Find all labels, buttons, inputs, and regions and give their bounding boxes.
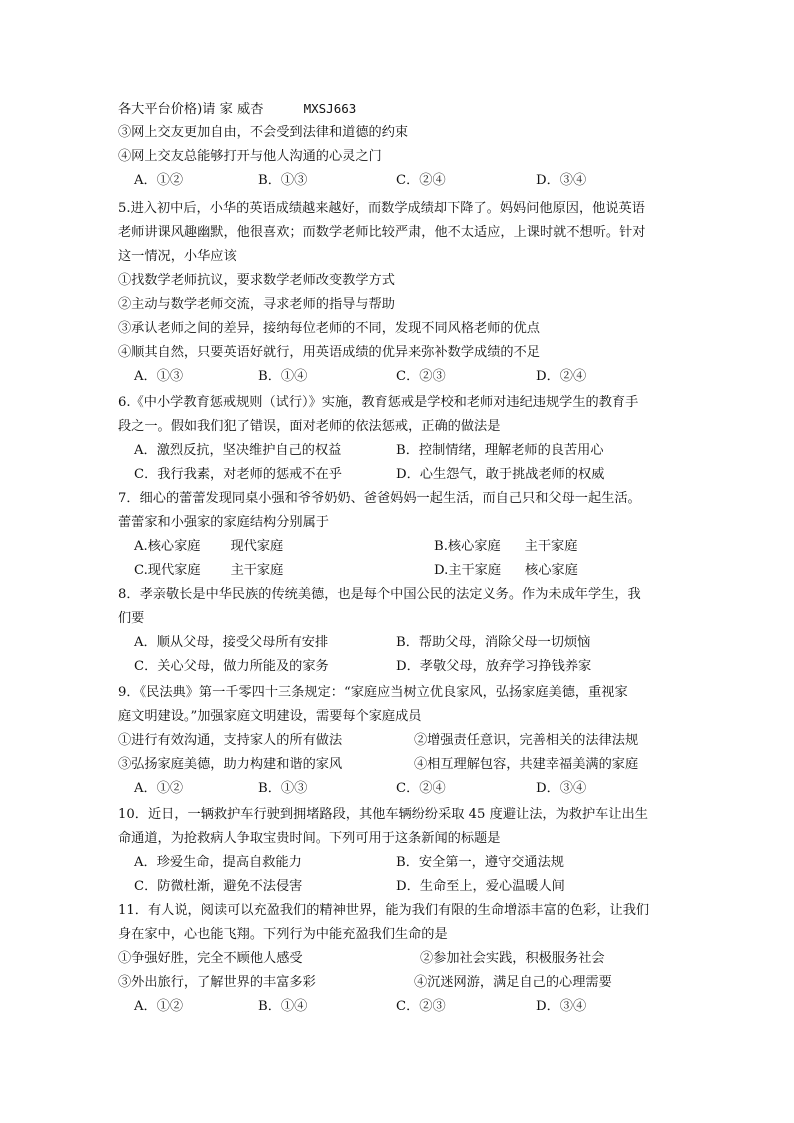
q9-option-d[interactable]: D．③④ <box>536 781 587 796</box>
q5-stem-line-1: 5.进入初中后，小华的英语成绩越来越好，而数学成绩却下降了。妈妈问他原因，他说英语 <box>118 201 645 216</box>
q7-option-b-label: B.核心家庭 <box>434 539 501 554</box>
q4-statement-3: ③网上交友更加自由，不会受到法律和道德的约束 <box>118 125 409 140</box>
q5-option-a[interactable]: A．①③ <box>134 369 184 384</box>
q8-option-a[interactable]: A．顺从父母，接受父母所有安排 <box>134 635 329 650</box>
q9-statement-4: ④相互理解包容，共建幸福美满的家庭 <box>414 757 639 772</box>
q4-option-b[interactable]: B．①③ <box>258 173 308 188</box>
q10-option-b[interactable]: B．安全第一，遵守交通法规 <box>396 855 564 870</box>
q7-option-c-label: C.现代家庭 <box>134 563 201 578</box>
q7-option-c[interactable] <box>134 559 283 583</box>
q4-option-c[interactable]: C．②④ <box>396 173 446 188</box>
q9-option-b[interactable]: B．①③ <box>258 781 308 796</box>
q5-statement-3: ③承认老师之间的差异，接纳每位老师的不同，发现不同风格老师的优点 <box>118 321 540 336</box>
q9-statement-3: ③弘扬家庭美德，助力构建和谐的家风 <box>118 757 343 772</box>
q6-option-b[interactable]: B．控制情绪，理解老师的良苦用心 <box>396 443 604 458</box>
q5-option-d[interactable]: D．②④ <box>536 369 587 384</box>
q7-stem-line-1: 7．细心的蕾蕾发现同桌小强和爷爷奶奶、爸爸妈妈一起生活，而自己只和父母一起生活。 <box>118 491 641 506</box>
q7-option-a[interactable] <box>134 535 283 559</box>
q6-option-c[interactable]: C．我行我素，对老师的惩戒不在乎 <box>134 467 342 482</box>
q8-option-c[interactable]: C．关心父母，做力所能及的家务 <box>134 659 329 674</box>
q11-option-b[interactable]: B．①④ <box>258 999 308 1014</box>
q5-statement-4: ④顺其自然，只要英语好就行，用英语成绩的优异来弥补数学成绩的不足 <box>118 345 540 360</box>
q11-statement-2: ②参加社会实践，积极服务社会 <box>420 951 605 966</box>
q10-stem-line-1: 10．近日，一辆救护车行驶到拥堵路段，其他车辆纷纷采取 45 度避让法，为救护车让出生 <box>118 807 648 822</box>
q4-option-d[interactable]: D．③④ <box>536 173 587 188</box>
q9-option-a[interactable]: A．①② <box>134 781 184 796</box>
q9-stem-line-1: 9．《民法典》第一千零四十三条规定：“家庭应当树立优良家风，弘扬家庭美德，重视家 <box>118 685 628 700</box>
q7-option-d-value: 核心家庭 <box>525 563 578 578</box>
q6-stem-line-1: 6.《中小学教育惩戒规则（试行）》实施，教育惩戒是学校和老师对违纪违规学生的教育手 <box>118 395 639 410</box>
q11-statement-1: ①争强好胜，完全不顾他人感受 <box>118 951 303 966</box>
q9-option-c[interactable]: C．②④ <box>396 781 446 796</box>
header-text: 各大平台价格)请 家 威杏 <box>118 102 264 117</box>
q7-option-b-value: 主干家庭 <box>524 539 578 554</box>
q7-option-d[interactable] <box>434 559 578 583</box>
q7-option-b[interactable] <box>434 535 577 559</box>
q8-option-b[interactable]: B．帮助父母，消除父母一切烦恼 <box>396 635 591 650</box>
q10-option-a[interactable]: A．珍爱生命，提高自救能力 <box>134 855 302 870</box>
q11-statement-3: ③外出旅行，了解世界的丰富多彩 <box>118 975 316 990</box>
q10-stem-line-2: 命通道，为抢救病人争取宝贵时间。下列可用于这条新闻的标题是 <box>118 831 501 846</box>
q5-statement-2: ②主动与数学老师交流，寻求老师的指导与帮助 <box>118 297 395 312</box>
q10-option-d[interactable]: D．生命至上，爱心温暖人间 <box>396 879 565 894</box>
q11-stem-line-1: 11．有人说，阅读可以充盈我们的精神世界，能为我们有限的生命增添丰富的色彩，让我们 <box>118 903 650 918</box>
q4-statement-4: ④网上交友总能够打开与他人沟通的心灵之门 <box>118 149 382 164</box>
q5-stem-line-3: 这一情况，小华应该 <box>118 249 237 264</box>
q7-option-d-label: D.主干家庭 <box>434 563 502 578</box>
q6-stem-line-2: 段之一。假如我们犯了错误，面对老师的依法惩戒，正确的做法是 <box>118 419 501 434</box>
q8-option-d[interactable]: D．孝敬父母，放弃学习挣钱养家 <box>396 659 592 674</box>
header-code: MXSJ663 <box>303 101 357 116</box>
q9-statement-2: ②增强责任意识，完善相关的法律法规 <box>414 733 639 748</box>
q7-option-a-value: 现代家庭 <box>230 539 284 554</box>
q11-option-c[interactable]: C．②③ <box>396 999 446 1014</box>
q5-option-c[interactable]: C．②③ <box>396 369 446 384</box>
q11-option-a[interactable]: A．①② <box>134 999 184 1014</box>
q11-statement-4: ④沉迷网游，满足自己的心理需要 <box>414 975 612 990</box>
header-line <box>118 97 356 121</box>
q7-option-a-label: A.核心家庭 <box>134 539 201 554</box>
q9-stem-line-2: 庭文明建设。”加强家庭文明建设，需要每个家庭成员 <box>118 709 422 724</box>
q10-option-c[interactable]: C．防微杜渐，避免不法侵害 <box>134 879 303 894</box>
q7-stem-line-2: 蕾蕾家和小强家的家庭结构分别属于 <box>118 515 329 530</box>
q5-statement-1: ①找数学老师抗议，要求数学老师改变教学方式 <box>118 273 395 288</box>
q9-statement-1: ①进行有效沟通，支持家人的所有做法 <box>118 733 343 748</box>
q11-stem-line-2: 身在家中，心也能飞翔。下列行为中能充盈我们生命的是 <box>118 927 448 942</box>
q8-stem-line-1: 8．孝亲敬长是中华民族的传统美德，也是每个中国公民的法定义务。作为未成年学生，我 <box>118 587 641 602</box>
q8-stem-line-2: 们要 <box>118 611 145 626</box>
q7-option-c-value: 主干家庭 <box>230 563 284 578</box>
q5-stem-line-2: 老师讲课风趣幽默，他很喜欢；而数学老师比较严肃，他不太适应，上课时就不想听。针对 <box>118 225 646 240</box>
q5-option-b[interactable]: B．①④ <box>258 369 308 384</box>
q6-option-d[interactable]: D．心生怨气，敢于挑战老师的权威 <box>396 467 605 482</box>
q4-option-a[interactable]: A．①② <box>134 173 184 188</box>
q6-option-a[interactable]: A．激烈反抗，坚决维护自己的权益 <box>134 443 342 458</box>
q11-option-d[interactable]: D．③④ <box>536 999 587 1014</box>
